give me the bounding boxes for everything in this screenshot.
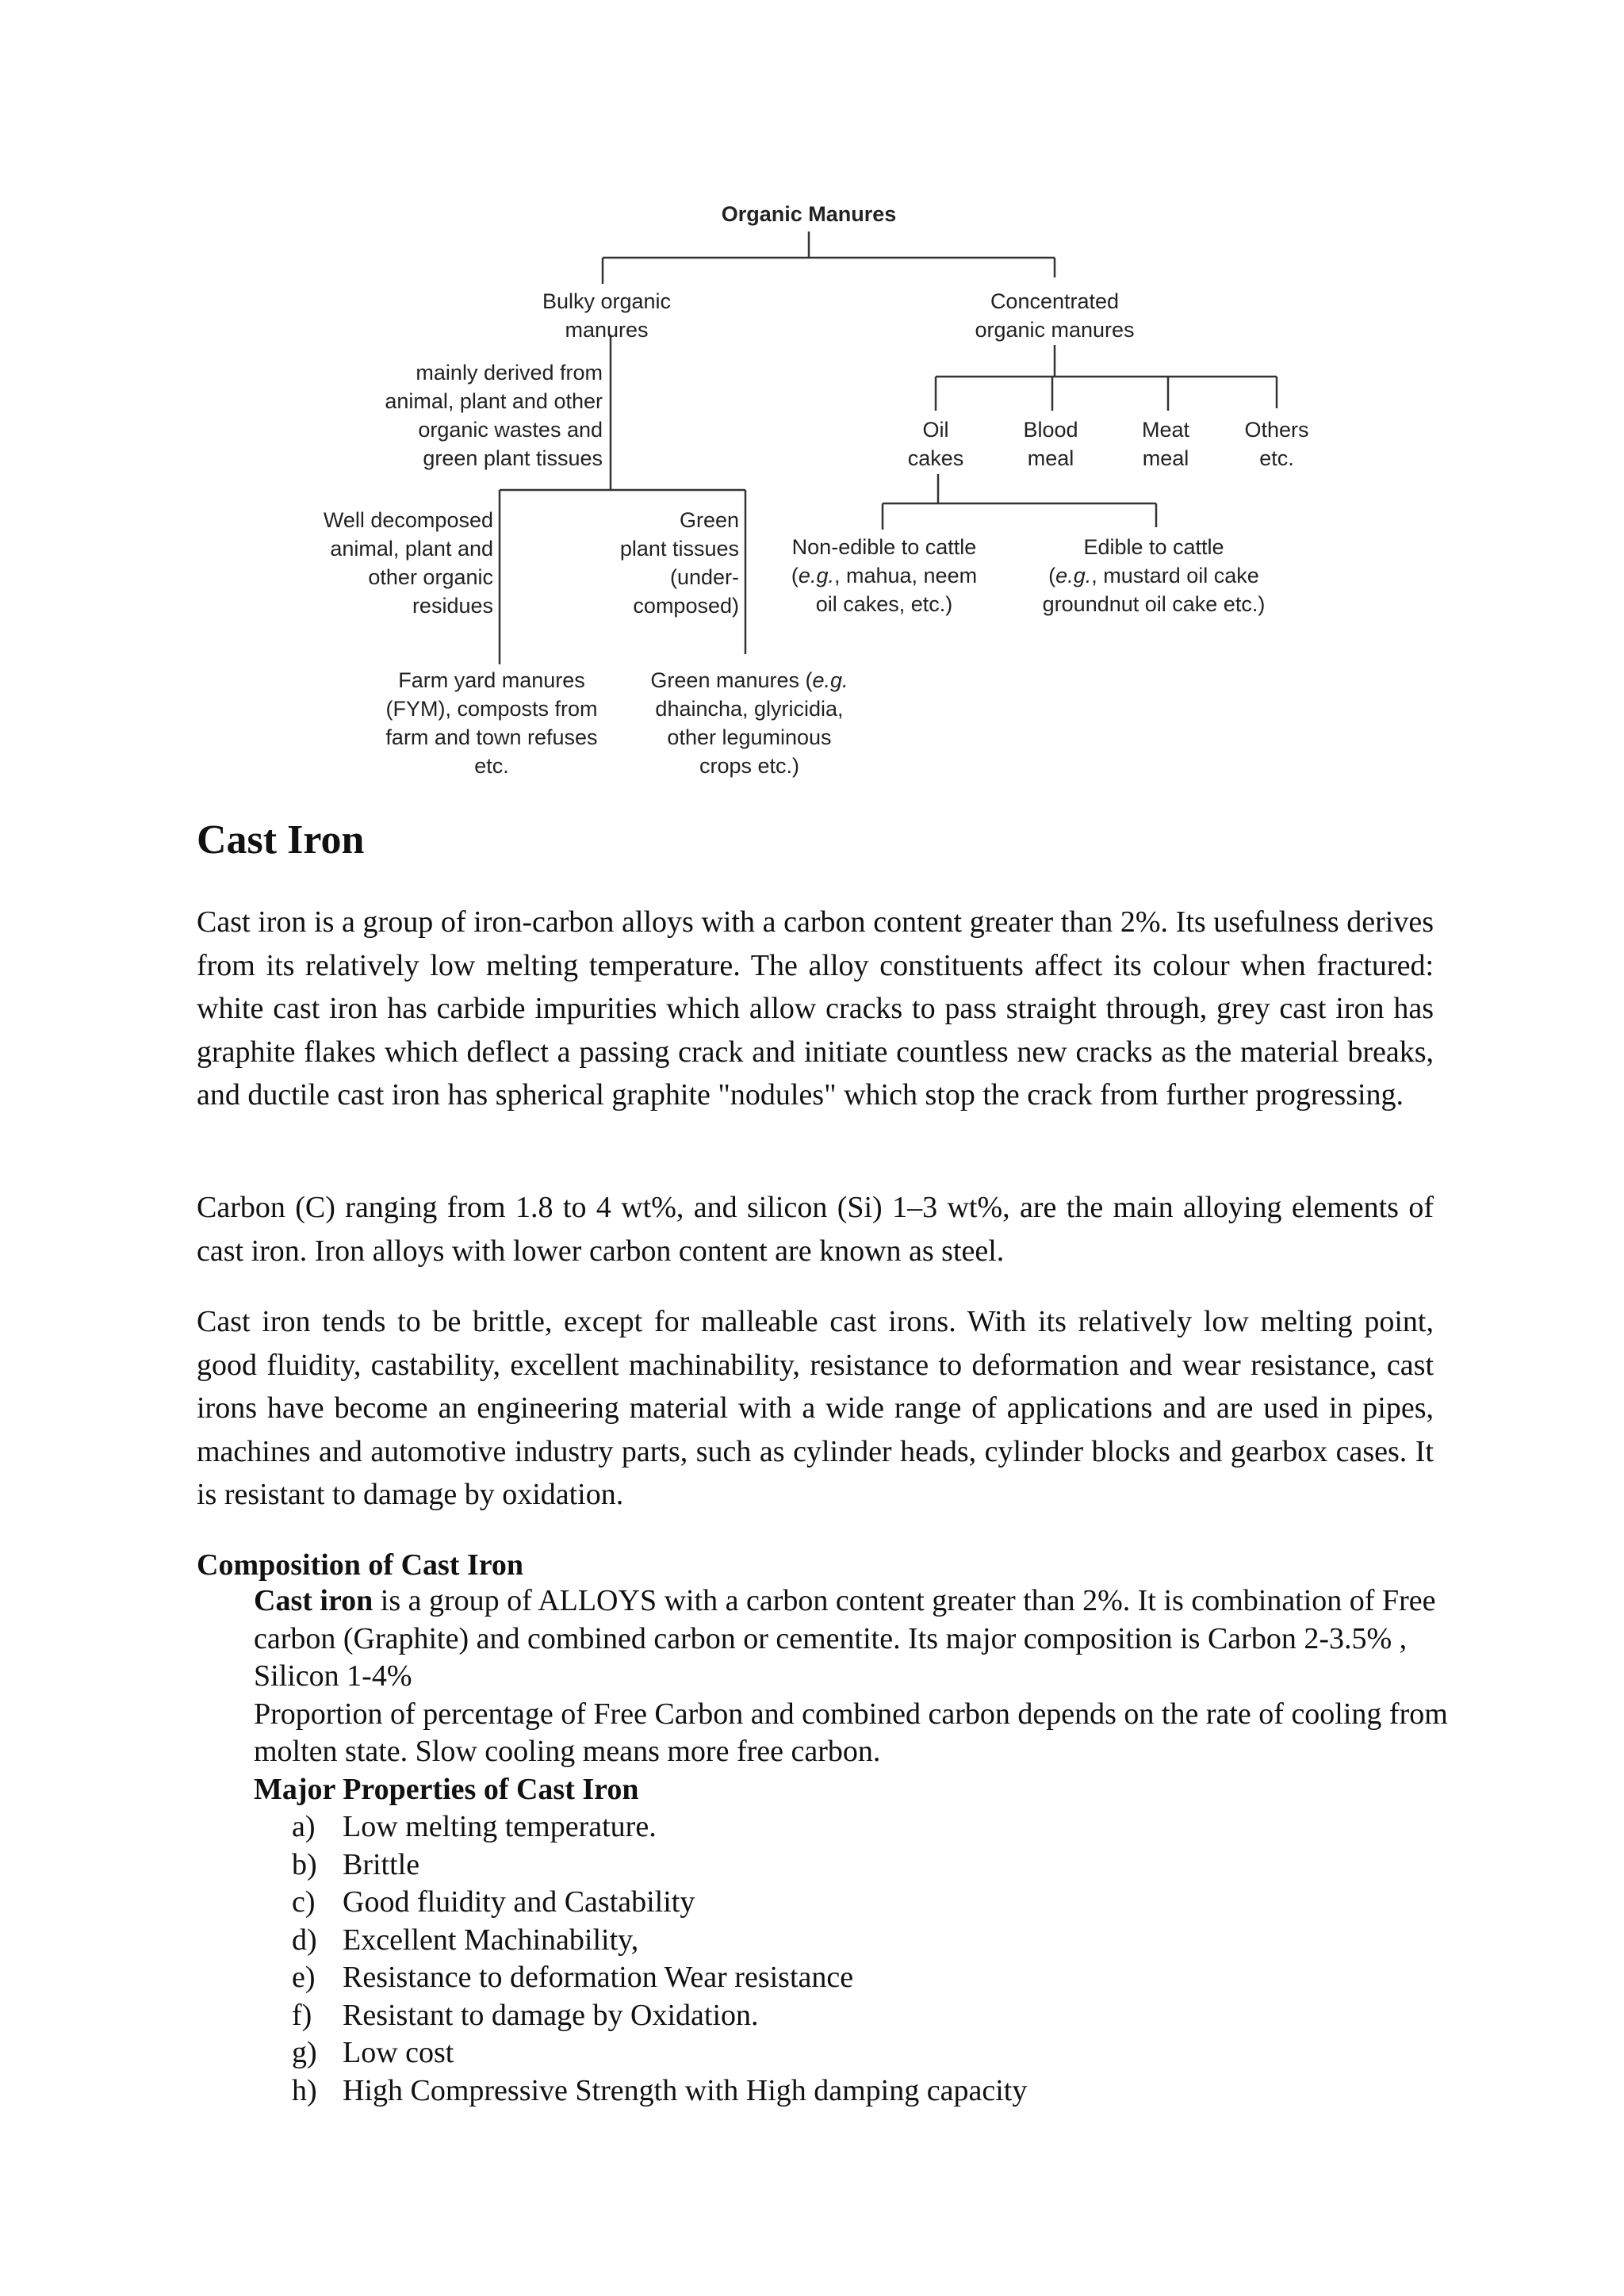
green-manures-line: dhaincha, glyricidia, — [655, 697, 844, 721]
blood-meal-label — [1007, 415, 1094, 473]
well-decomposed-line: other organic — [368, 565, 493, 589]
list-marker: g) — [292, 2036, 317, 2069]
green-tissues-line: Green — [679, 508, 739, 532]
list-item — [254, 1884, 1459, 1922]
others-label — [1229, 415, 1324, 473]
section-heading: Cast Iron — [197, 817, 365, 863]
cast-iron-term: Cast iron — [254, 1584, 373, 1617]
text-fragment: e.g. — [812, 668, 848, 692]
organic-manures-diagram — [301, 190, 1332, 793]
list-marker: e) — [292, 1961, 316, 1994]
concentrated-title-line: organic manures — [975, 318, 1135, 342]
list-item-text: Resistance to deformation Wear resistance — [343, 1961, 854, 1994]
green-plant-tissues-label — [595, 506, 739, 620]
non-edible-line: Non-edible to cattle — [791, 535, 977, 559]
bulky-description-line: mainly derived from — [416, 361, 603, 385]
list-item-text: Good fluidity and Castability — [343, 1885, 695, 1919]
text-fragment: , mahua, neem — [833, 564, 978, 587]
list-item — [254, 1922, 1459, 1960]
bulky-title-line: Bulky organic — [542, 289, 672, 313]
meat-meal-label — [1126, 415, 1205, 473]
list-item-text: Excellent Machinability, — [343, 1923, 639, 1957]
non-edible-label — [769, 533, 999, 618]
green-manures-line: crops etc.) — [699, 754, 800, 778]
concentrated-title-line: Concentrated — [990, 289, 1120, 313]
properties-list — [254, 1808, 1459, 2110]
list-item-text: High Compressive Strength with High damping capacity — [343, 2073, 1028, 2107]
list-marker: h) — [292, 2073, 317, 2107]
oil-cakes-label — [892, 415, 979, 473]
farm-yard-line: Farm yard manures — [398, 668, 585, 692]
non-edible-line: oil cakes, etc.) — [815, 592, 953, 616]
list-item — [254, 1846, 1459, 1885]
concentrated-organic-manures-label — [952, 287, 1158, 344]
list-marker: c) — [292, 1885, 316, 1919]
farm-yard-line: farm and town refuses — [385, 725, 598, 749]
edible-line: groundnut oil cake etc.) — [1042, 592, 1266, 616]
edible-line — [1023, 561, 1285, 590]
well-decomposed-line: animal, plant and — [330, 537, 493, 561]
meat-meal-line: Meat — [1141, 418, 1190, 442]
blood-meal-line: meal — [1027, 446, 1074, 470]
well-decomposed-line: residues — [412, 594, 493, 618]
bulky-description-line: animal, plant and other — [385, 389, 603, 413]
list-item — [254, 1997, 1459, 2035]
diagram-root-label: Organic Manures — [721, 202, 897, 226]
text-fragment: Green manures ( — [650, 668, 813, 692]
properties-heading: Major Properties of Cast Iron — [254, 1772, 639, 1806]
list-item — [254, 1808, 1459, 1846]
meat-meal-line: meal — [1142, 446, 1189, 470]
text-fragment: ( — [791, 564, 799, 587]
green-manures-line: other leguminous — [667, 725, 832, 749]
paragraph: Carbon (C) ranging from 1.8 to 4 wt%, and silicon (Si) 1–3 wt%, are the main alloying elements of cast iron. Iron alloys with lower carbon content are known as steel. — [197, 1191, 1434, 1268]
text-fragment: ( — [1048, 564, 1056, 587]
composition-lead — [254, 1582, 1459, 1696]
others-line: Others — [1244, 418, 1309, 442]
oil-cakes-line: cakes — [907, 446, 964, 470]
list-marker: a) — [292, 1810, 316, 1843]
non-edible-line — [769, 561, 999, 590]
edible-line: Edible to cattle — [1083, 535, 1224, 559]
blood-meal-line: Blood — [1023, 418, 1078, 442]
well-decomposed-label — [293, 506, 493, 620]
list-item-text: Low cost — [343, 2036, 454, 2069]
farm-yard-line: (FYM), composts from — [385, 697, 598, 721]
text-fragment: , mustard oil cake — [1091, 564, 1259, 587]
green-tissues-line: (under- — [669, 565, 739, 589]
bulky-description — [333, 358, 603, 473]
bulky-description-line: green plant tissues — [423, 446, 603, 470]
bulky-description-line: organic wastes and — [418, 418, 603, 442]
text-fragment: e.g. — [798, 564, 834, 587]
oil-cakes-line: Oil — [922, 418, 949, 442]
green-manures-line — [634, 666, 864, 695]
list-marker: d) — [292, 1923, 317, 1957]
list-item — [254, 2072, 1459, 2110]
bulky-title-line: manures — [565, 318, 649, 342]
edible-label — [1023, 533, 1285, 618]
list-marker: f) — [292, 1998, 312, 2032]
bulky-organic-manures-label — [531, 287, 682, 344]
list-item-text: Resistant to damage by Oxidation. — [343, 1998, 759, 2032]
farm-yard-line: etc. — [474, 754, 509, 778]
composition-section — [254, 1582, 1459, 2110]
list-item — [254, 2034, 1459, 2072]
farm-yard-manures-label — [373, 666, 611, 780]
paragraph: Cast iron is a group of iron-carbon alloys with a carbon content greater than 2%. Its usefulness derives from its relatively low melting temperature. The alloy constituents affect its colour when fractured: white cast iron has carbide impurities which allow cracks to pass straight through, grey cast iron has graphite flakes which deflect a passing crack and initiate countless new cracks as the material breaks, and ductile cast iron has spherical graphite "nodules" which stop the crack from further progressing. — [197, 905, 1434, 1112]
list-item-text: Low melting temperature. — [343, 1810, 657, 1843]
composition-lead-text: is a group of ALLOYS with a carbon content greater than 2%. It is combination of Free carbon (Graphite) and combined carbon or cementite. Its major composition is Carbon 2-3.5% , Silicon 1-4% — [254, 1584, 1436, 1693]
text-fragment: e.g. — [1055, 564, 1092, 587]
list-marker: b) — [292, 1847, 317, 1881]
green-tissues-line: composed) — [633, 594, 739, 618]
green-manures-label — [634, 666, 864, 780]
composition-proportion: Proportion of percentage of Free Carbon and combined carbon depends on the rate of cooling from molten state. Slow cooling means more free carbon. — [254, 1697, 1448, 1768]
list-item — [254, 1959, 1459, 1997]
paragraph: Cast iron tends to be brittle, except for malleable cast irons. With its relatively low melting point, good fluidity, castability, excellent machinability, resistance to deformation and wear resistance, cast irons have become an engineering material with a wide range of applications and are used in pipes, machines and automotive industry parts, such as cylinder heads, cylinder blocks and gearbox cases. It is resistant to damage by oxidation. — [197, 1305, 1434, 1511]
well-decomposed-line: Well decomposed — [323, 508, 493, 532]
green-tissues-line: plant tissues — [619, 537, 739, 561]
list-item-text: Brittle — [343, 1847, 420, 1881]
composition-heading: Composition of Cast Iron — [197, 1548, 524, 1582]
others-line: etc. — [1259, 446, 1294, 470]
